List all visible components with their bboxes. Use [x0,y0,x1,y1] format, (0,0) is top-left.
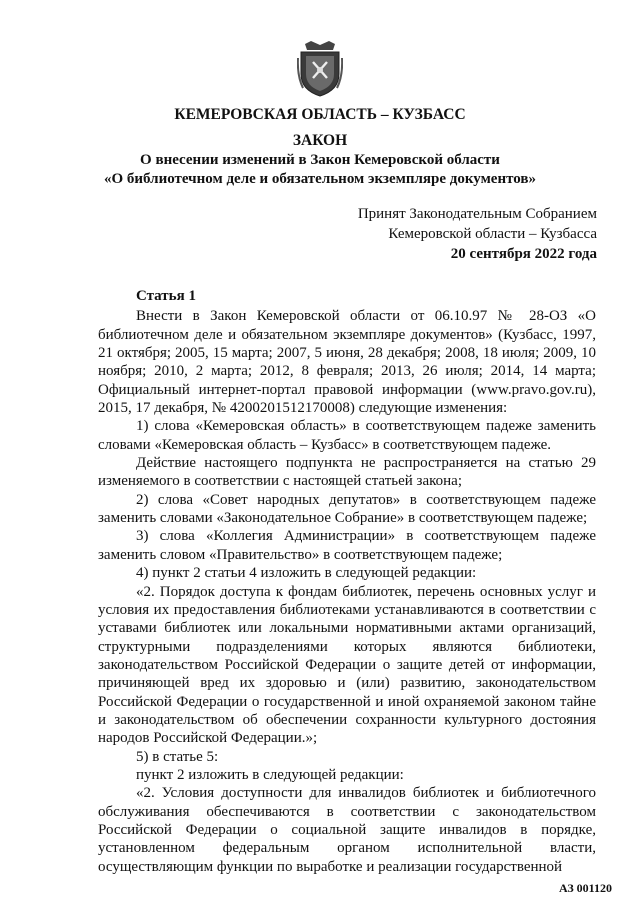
law-title-line-1: О внесении изменений в Закон Кемеровской области [140,152,500,168]
paragraph: Действие настоящего подпункта не распространяется на статью 29 изменяемого в соответствии с настоящей статьей закона; [98,455,596,490]
article-heading: Статья 1 [136,288,196,304]
paragraph: 1) слова «Кемеровская область» в соответствующем падеже заменить словами «Кемеровская область – Кузбасс» в соответствующем падеже. [98,418,596,453]
adoption-line-2: Кемеровской области – Кузбасса [388,226,597,242]
paragraph: Внести в Закон Кемеровской области от 06.10.97 № 28-ОЗ «О библиотечном деле и обязательном экземпляре документов» (Кузбасс, 1997, 21 октября; 2005, 15 марта; 2007, 5 июня, 28 декабря; 2008, 18 июля; 2009, 10 ноября; 2010, 2 марта; 2012, 8 февраля; 2013, 26 июля; 2014, 14 марта; Официальный интернет-портал правовой информации (www.pravo.gov.ru), 2015, 17 декабря, № 4200201512170008) следующие изменения: [98,308,596,417]
adoption-block [358,204,597,264]
document-stamp-number: АЗ 001120 [558,881,612,895]
adoption-line-1: Принят Законодательным Собранием [357,206,597,222]
coat-of-arms-icon [297,40,343,98]
paragraph: «2. Условия доступности для инвалидов библиотек и библиотечного обслуживания обеспечиваются в соответствии с законодательством Российской Федерации о социальной защите инвалидов в порядке, установленном федеральным органом исполнительной власти, осуществляющим функции по выработке и реализации государственной [98,785,596,875]
paragraph: «2. Порядок доступа к фондам библиотек, перечень основных услуг и условия их предоставления библиотеками устанавливаются в соответствии с уставами библиотек или локальными нормативными актами организаций, структурными подразделениями которых являются библиотеки, законодательством Российской Федерации о защите детей от информации, причиняющей вред их здоровью и (или) развитию, законодательством Российской Федерации о государственной и иной охраняемой законом тайне и законодательством об обеспечении сохранности культурного достояния народов Российской Федерации.»; [98,583,596,747]
adoption-date: 20 сентября 2022 года [450,246,597,262]
document-type: ЗАКОН [292,132,348,149]
article-body [98,287,596,876]
paragraph: 5) в статье 5: [136,748,219,765]
law-title [0,151,640,189]
paragraph: 2) слова «Совет народных депутатов» в соответствующем падеже заменить словами «Законодательное Собрание» в соответствующем падеже; [98,491,596,527]
paragraph: пункт 2 изложить в следующей редакции: [136,766,404,783]
paragraph: 4) пункт 2 статьи 4 изложить в следующей редакции: [136,565,477,582]
law-title-line-2: «О библиотечном деле и обязательном экземпляре документов» [103,171,536,187]
paragraph: 3) слова «Коллегия Администрации» в соответствующем падеже заменить словом «Правительство» в соответствующем падеже; [98,528,596,563]
region-title: КЕМЕРОВСКАЯ ОБЛАСТЬ – КУЗБАСС [174,106,466,123]
